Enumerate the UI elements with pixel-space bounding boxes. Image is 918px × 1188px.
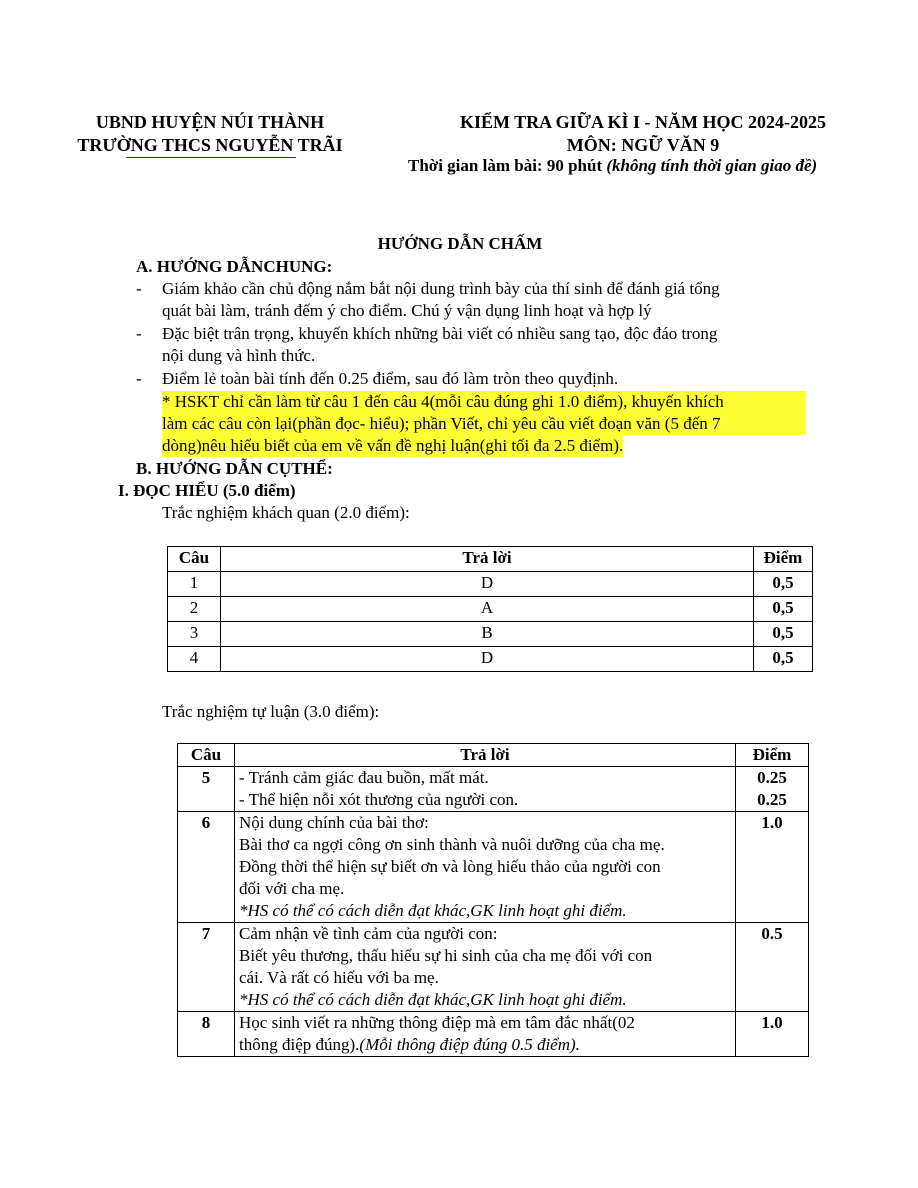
score-line: 0.25 [757, 790, 787, 809]
essay-answer-table [177, 743, 809, 1057]
table-row [178, 1012, 809, 1057]
answer-cell: D [221, 572, 754, 597]
answer-line: Biết yêu thương, thấu hiểu sự hi sinh của cha mẹ đối với con [239, 946, 653, 965]
table-header-row [168, 547, 813, 572]
score-cell: 0,5 [754, 597, 813, 622]
answer-cell: D [221, 647, 754, 672]
score-cell: 0,5 [754, 572, 813, 597]
score-cell: 0,5 [754, 622, 813, 647]
header-right-line1: KIỂM TRA GIỮA KÌ I - NĂM HỌC 2024-2025 [459, 112, 826, 132]
header-right-line2: MÔN: NGỮ VĂN 9 [566, 135, 720, 155]
item3-line1: Điểm lẻ toàn bài tính đến 0.25 điểm, sau đó làm tròn theo quyđịnh. [162, 369, 619, 388]
answer-line: cái. Và rất có hiếu với ba mẹ. [239, 968, 439, 987]
answer-cell [235, 923, 736, 1012]
dash-3: - [136, 369, 142, 388]
answer-line: - Tránh cảm giác đau buồn, mất mát. [239, 768, 489, 787]
col-header-question: Câu [168, 547, 221, 572]
answer-line: Nội dung chính của bài thơ: [239, 813, 429, 832]
dash-2: - [136, 324, 142, 343]
answer-line: Học sinh viết ra những thông điệp mà em tâm đắc nhất(02 [239, 1013, 635, 1032]
answer-note: *HS có thể có cách diễn đạt khác,GK linh hoạt ghi điểm. [239, 901, 627, 920]
score-cell: 0,5 [754, 647, 813, 672]
section-a-heading: A. HƯỚNG DẪNCHUNG: [136, 257, 333, 276]
answer-cell: B [221, 622, 754, 647]
header-left-line2: TRƯỜNG THCS NGUYỄN TRÃI [77, 135, 343, 155]
table-row [168, 572, 813, 597]
answer-cell: A [221, 597, 754, 622]
score-cell: 0.5 [736, 923, 809, 1012]
item1-line1: Giám khảo cần chủ động nắm bắt nội dung trình bày của thí sinh để đánh giá tổng [162, 279, 720, 298]
item2-line1: Đặc biệt trân trọng, khuyến khích những bài viết có nhiều sang tạo, độc đáo trong [162, 324, 718, 343]
answer-cell [235, 1012, 736, 1057]
page-title: HƯỚNG DẪN CHẤM [377, 234, 543, 253]
answer-note: *HS có thể có cách diễn đạt khác,GK linh hoạt ghi điểm. [239, 990, 627, 1009]
question-number: 2 [168, 597, 221, 622]
item1-line2: quát bài làm, tránh đếm ý cho điểm. Chú ý vận dụng linh hoạt và hợp lý [162, 301, 652, 320]
question-number: 5 [178, 767, 235, 812]
header-underline [126, 157, 296, 158]
table-row [178, 812, 809, 923]
highlight-line2: làm các câu còn lại(phần đọc- hiểu); phần Viết, chỉ yêu cầu viết đoạn văn (5 đến 7 [162, 413, 806, 435]
answer-line: Cảm nhận về tình cảm của người con: [239, 924, 498, 943]
item2-line2: nội dung và hình thức. [162, 346, 316, 365]
answer-note: (Mỗi thông điệp đúng 0.5 điểm). [359, 1035, 580, 1054]
part1-heading: I. ĐỌC HIỂU (5.0 điểm) [118, 481, 296, 500]
answer-line: đối với cha mẹ. [239, 879, 345, 898]
answer-line: Bài thơ ca ngợi công ơn sinh thành và nuôi dưỡng của cha mẹ. [239, 835, 665, 854]
answer-line: Đồng thời thể hiện sự biết ơn và lòng hiếu thảo của người con [239, 857, 661, 876]
score-line: 0.25 [757, 768, 787, 787]
table-header-row [178, 744, 809, 767]
table-row [168, 647, 813, 672]
col-header-question: Câu [178, 744, 235, 767]
header-left-line1: UBND HUYỆN NÚI THÀNH [95, 112, 325, 132]
table-row [168, 622, 813, 647]
time-label: Thời gian làm bài: 90 phút [408, 156, 607, 175]
table-row [178, 767, 809, 812]
question-number: 8 [178, 1012, 235, 1057]
answer-line: - Thể hiện nỗi xót thương của người con. [239, 790, 519, 809]
essay-label: Trắc nghiệm tự luận (3.0 điểm): [162, 702, 380, 721]
time-note: (không tính thời gian giao đề) [606, 156, 818, 175]
mc-label: Trắc nghiệm khách quan (2.0 điểm): [162, 503, 410, 522]
answer-text: thông điệp đúng). [239, 1035, 360, 1054]
col-header-answer: Trả lời [235, 744, 736, 767]
col-header-score: Điểm [736, 744, 809, 767]
mc-answer-table [167, 546, 813, 672]
section-b-heading: B. HƯỚNG DẪN CỤTHỂ: [136, 459, 333, 478]
dash-1: - [136, 279, 142, 298]
table-row [168, 597, 813, 622]
score-cell [736, 767, 809, 812]
answer-cell [235, 767, 736, 812]
question-number: 6 [178, 812, 235, 923]
score-cell: 1.0 [736, 1012, 809, 1057]
highlight-line1: * HSKT chỉ cần làm từ câu 1 đến câu 4(mỗi câu đúng ghi 1.0 điểm), khuyến khích [162, 391, 806, 413]
highlight-line3: dòng)nêu hiểu biết của em về vấn đề nghị luận(ghi tối đa 2.5 điểm). [162, 436, 624, 455]
score-cell: 1.0 [736, 812, 809, 923]
table-row [178, 923, 809, 1012]
answer-cell [235, 812, 736, 923]
answer-line [239, 1034, 731, 1056]
question-number: 1 [168, 572, 221, 597]
col-header-score: Điểm [754, 547, 813, 572]
question-number: 7 [178, 923, 235, 1012]
question-number: 3 [168, 622, 221, 647]
header-right-line3 [408, 155, 817, 177]
question-number: 4 [168, 647, 221, 672]
col-header-answer: Trả lời [221, 547, 754, 572]
